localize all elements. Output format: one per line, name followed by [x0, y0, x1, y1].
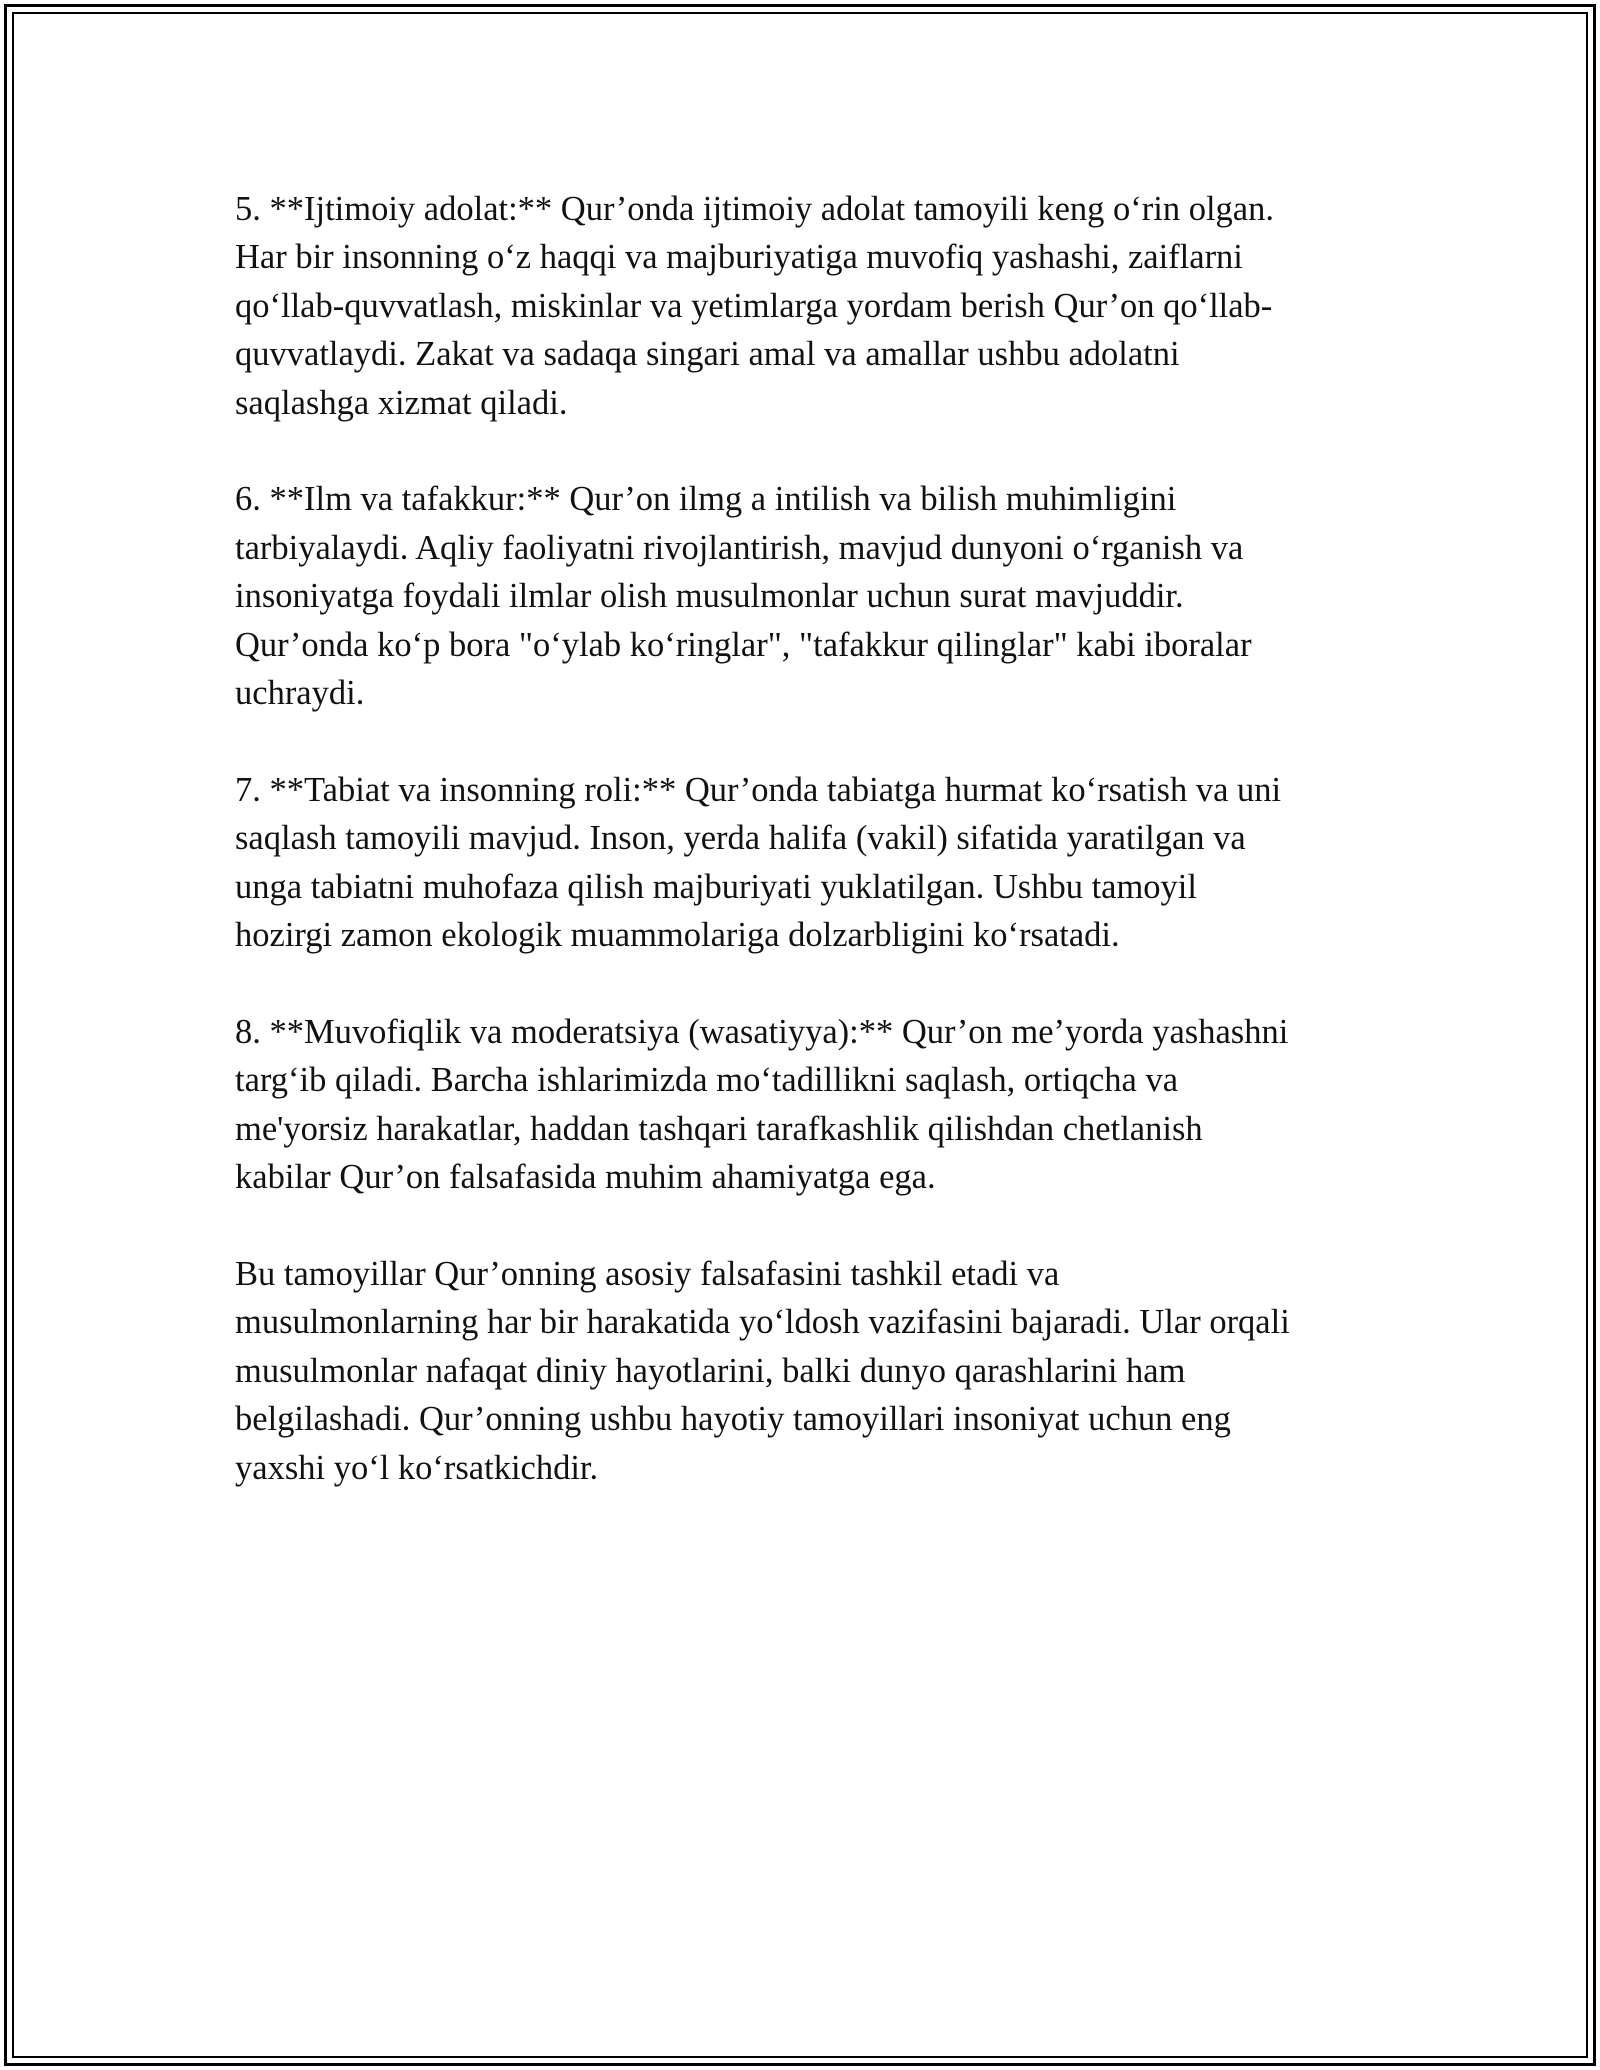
text-line: Qur’onda ko‘p bora "o‘ylab ko‘ringlar", "tafakkur qilinglar" kabi iboralar: [235, 625, 1252, 664]
paragraph-knowledge-thought: [235, 475, 1375, 717]
document-body: [235, 185, 1375, 1540]
text-line: yaxshi yo‘l ko‘rsatkichdir.: [235, 1448, 599, 1487]
text-line: belgilashadi. Qur’onning ushbu hayotiy tamoyillari insoniyat uchun eng: [235, 1400, 1231, 1439]
text-line: saqlashga xizmat qiladi.: [235, 383, 568, 422]
text-line: quvvatlaydi. Zakat va sadaqa singari amal va amallar ushbu adolatni: [235, 335, 1180, 374]
text-line: 5. **Ijtimoiy adolat:** Qur’onda ijtimoiy adolat tamoyili keng o‘rin olgan.: [235, 190, 1274, 228]
text-line: 6. **Ilm va tafakkur:** Qur’on ilmg a intilish va bilish muhimligini: [235, 480, 1177, 519]
paragraph-nature-human-role: [235, 766, 1375, 960]
paragraph-moderation: [235, 1008, 1375, 1202]
text-line: hozirgi zamon ekologik muammolariga dolzarbligini ko‘rsatadi.: [235, 916, 1120, 955]
text-line: targ‘ib qiladi. Barcha ishlarimizda mo‘tadillikni saqlash, ortiqcha va: [235, 1061, 1179, 1100]
text-line: Bu tamoyillar Qur’onning asosiy falsafasini tashkil etadi va: [235, 1254, 1060, 1293]
text-line: tarbiyalaydi. Aqliy faoliyatni rivojlantirish, mavjud dunyoni o‘rganish va: [235, 528, 1244, 567]
text-line: saqlash tamoyili mavjud. Inson, yerda halifa (vakil) sifatida yaratilgan va: [235, 819, 1246, 858]
text-line: me'yorsiz harakatlar, haddan tashqari tarafkashlik qilishdan chetlanish: [235, 1109, 1203, 1148]
text-line: 7. **Tabiat va insonning roli:** Qur’onda tabiatga hurmat ko‘rsatish va uni: [235, 770, 1282, 809]
text-line: insoniyatga foydali ilmlar olish musulmonlar uchun surat mavjuddir.: [235, 577, 1184, 616]
text-line: uchraydi.: [235, 674, 365, 713]
text-line: kabilar Qur’on falsafasida muhim ahamiyatga ega.: [235, 1158, 936, 1197]
paragraph-social-justice: [235, 185, 1375, 427]
paragraph-conclusion: [235, 1250, 1375, 1492]
text-line: unga tabiatni muhofaza qilish majburiyati yuklatilgan. Ushbu tamoyil: [235, 867, 1197, 906]
text-line: Har bir insonning o‘z haqqi va majburiyatiga muvofiq yashashi, zaiflarni: [235, 238, 1243, 277]
text-line: musulmonlarning har bir harakatida yo‘ldosh vazifasini bajaradi. Ular orqali: [235, 1303, 1290, 1342]
text-line: 8. **Muvofiqlik va moderatsiya (wasatiyya):** Qur’on me’yorda yashashni: [235, 1012, 1289, 1051]
text-line: qo‘llab-quvvatlash, miskinlar va yetimlarga yordam berish Qur’on qo‘llab-: [235, 286, 1273, 325]
text-line: musulmonlar nafaqat diniy hayotlarini, balki dunyo qarashlarini ham: [235, 1351, 1186, 1390]
